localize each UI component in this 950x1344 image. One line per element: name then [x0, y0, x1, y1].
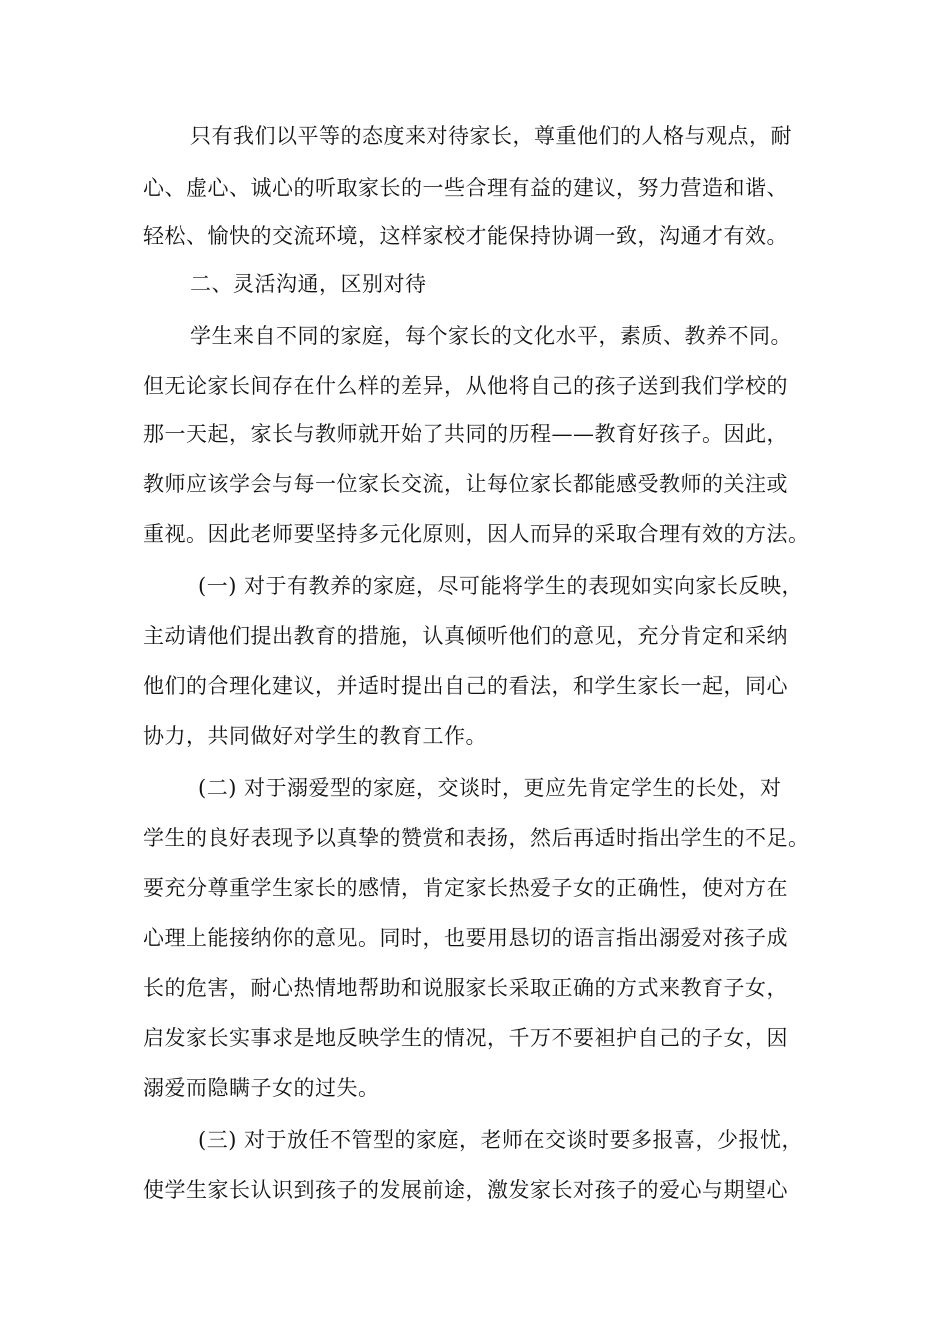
text-line: (一) 对于有教养的家庭，尽可能将学生的表现如实向家长反映， [198, 574, 804, 598]
text-line: 那一天起，家长与教师就开始了共同的历程——教育好孩子。因此， [143, 422, 788, 446]
text-line: 要充分尊重学生家长的感情，肯定家长热爱子女的正确性，使对方在 [143, 876, 788, 900]
text-line: 启发家长实事求是地反映学生的情况，千万不要袒护自己的子女，因 [143, 1026, 788, 1050]
text-line: 教师应该学会与每一位家长交流，让每位家长都能感受教师的关注或 [143, 472, 788, 496]
text-line: 重视。因此老师要坚持多元化原则，因人而异的采取合理有效的方法。 [143, 522, 810, 546]
section-heading-text: 二、灵活沟通，区别对待 [190, 272, 427, 296]
text-line: 只有我们以平等的态度来对待家长，尊重他们的人格与观点，耐 [190, 124, 792, 148]
text-line: 但无论家长间存在什么样的差异，从他将自己的孩子送到我们学校的 [143, 374, 788, 398]
text-line: 长的危害，耐心热情地帮助和说服家长采取正确的方式来教育子女， [143, 976, 788, 1000]
text-line: (二) 对于溺爱型的家庭，交谈时，更应先肯定学生的长处，对 [198, 776, 782, 800]
text-line: (三) 对于放任不管型的家庭，老师在交谈时要多报喜，少报忧， [198, 1128, 804, 1152]
text-line: 使学生家长认识到孩子的发展前途，激发家长对孩子的爱心与期望心 [143, 1178, 788, 1202]
text-line: 心、虚心、诚心的听取家长的一些合理有益的建议，努力营造和谐、 [143, 176, 788, 200]
text-line: 心理上能接纳你的意见。同时，也要用恳切的语言指出溺爱对孩子成 [143, 926, 788, 950]
text-line: 主动请他们提出教育的措施，认真倾听他们的意见，充分肯定和采纳 [143, 624, 788, 648]
text-line: 轻松、愉快的交流环境，这样家校才能保持协调一致，沟通才有效。 [143, 224, 788, 248]
text-line: 协力，共同做好对学生的教育工作。 [143, 724, 487, 748]
text-line: 溺爱而隐瞒子女的过失。 [143, 1076, 380, 1100]
text-line: 学生的良好表现予以真挚的赞赏和表扬，然后再适时指出学生的不足。 [143, 826, 810, 850]
text-line: 他们的合理化建议，并适时提出自己的看法，和学生家长一起，同心 [143, 674, 788, 698]
text-line: 学生来自不同的家庭，每个家长的文化水平，素质、教养不同。 [190, 324, 792, 348]
